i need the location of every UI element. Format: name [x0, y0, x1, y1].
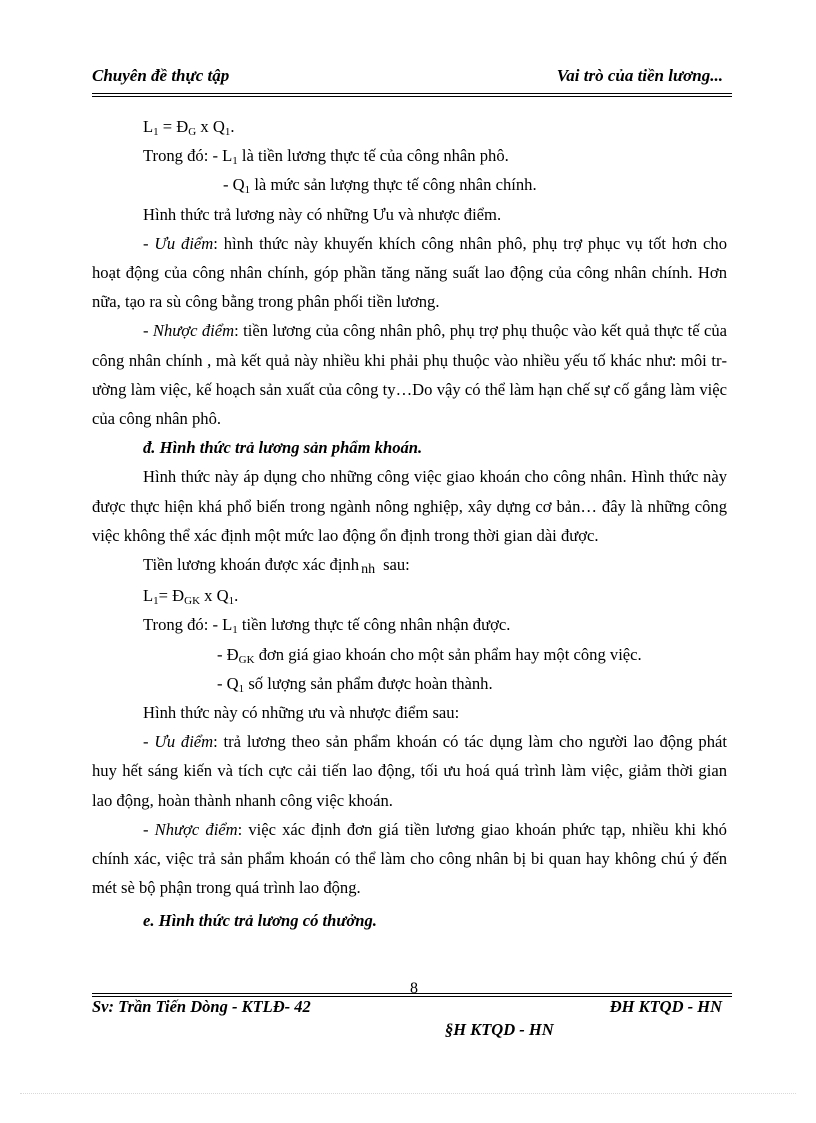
paragraph: Hình thức này áp dụng cho những công việc giao khoán cho công nhân. Hình thức này được thực hiện khá phổ biến trong ngành nông nghiệp, xây dựng cơ bản… đây là những công việc không thể xác định một mức lao động ổn định trong thời gian dài được.	[92, 467, 727, 545]
where-line-4: - $Đ_{GK}$ đơn giá giao khoán cho một sản phẩm hay một công việc.	[217, 644, 642, 666]
document-body	[92, 112, 727, 936]
paragraph: Tiền lương khoán được xác định nh sau:	[143, 555, 410, 578]
paragraph: Hình thức này có những ưu và nhược điểm sau:	[143, 703, 460, 723]
formula-1: $L_1$ = $Đ_G$ x $Q_1$.	[143, 117, 235, 138]
where-line-1: Trong đó: - $L_1$ là tiền lương thực tế của công nhân phô.	[143, 146, 509, 168]
paragraph: Hình thức trả lương này có những Ưu và nhược điểm.	[143, 204, 502, 224]
header-rule-2	[92, 96, 732, 97]
pros-paragraph: - Ưu điểm: hình thức này khuyến khích công nhân phô, phụ trợ phục vụ tốt hơn cho hoạt động của công nhân chính, góp phần tăng năng suất lao động của công nhân chính. Hơn nữa, tạo ra sù công bằng trong phân phối tiền lương.	[92, 233, 727, 312]
header-left: Chuyên đề thực tập	[92, 66, 230, 85]
header-rule	[92, 93, 732, 94]
cons-paragraph: - Nhược điểm: việc xác định đơn giá tiền lương giao khoán phức tạp, nhiều khi khó chính xác, việc trả sản phẩm khoán có thể làm cho công nhân bị bi quan hay không chú ý đến mét sè bộ phận trong quá trình lao động.	[92, 819, 727, 898]
cons-paragraph: - Nhược điểm: tiền lương của công nhân phô, phụ trợ phụ thuộc vào kết quả thực tế của công nhân chính , mà kết quả này nhiều khi phải phụ thuộc vào nhiều yếu tố khác như: môi trường làm việc, kế hoạch sản xuất của công ty…Do vậy có thể làm hạn chế sự cố gắng làm việc của công nhân phô.	[92, 321, 727, 429]
where-line-2: - $Q_1$ là mức sản lượng thực tế công nhân chính.	[223, 175, 537, 197]
section-heading-e: e. Hình thức trả lương có thưởng.	[143, 911, 377, 931]
footer-rule	[92, 993, 732, 994]
page-bottom-border	[20, 1093, 796, 1094]
page-number: 8	[410, 980, 418, 997]
footer-left: Sv: Trần Tiến Dòng - KTLĐ- 42	[92, 997, 311, 1016]
pros-paragraph: - Ưu điểm: trả lương theo sản phẩm khoán có tác dụng làm cho người lao động phát huy hết sáng kiến và tích cực cải tiến lao động, tối ưu hoá quá trình làm việc, giảm thời gian lao động, hoàn thành nhanh công việc khoán.	[92, 732, 727, 810]
header-right: Vai trò của tiền lương...	[556, 66, 723, 85]
formula-2: $L_1=$ $Đ_{GK}$ x $Q_1$.	[143, 586, 239, 608]
section-heading-d: đ. Hình thức trả lương sản phẩm khoán.	[143, 438, 423, 458]
footer-extra: §H KTQD - HN	[445, 1020, 554, 1039]
where-line-3: Trong đó: - $L_1$ tiền lương thực tế công nhân nhận được.	[143, 615, 511, 637]
where-line-5: - $Q_1$ số lượng sản phẩm được hoàn thành.	[217, 673, 493, 695]
footer-right: ĐH KTQD - HN	[609, 997, 722, 1016]
